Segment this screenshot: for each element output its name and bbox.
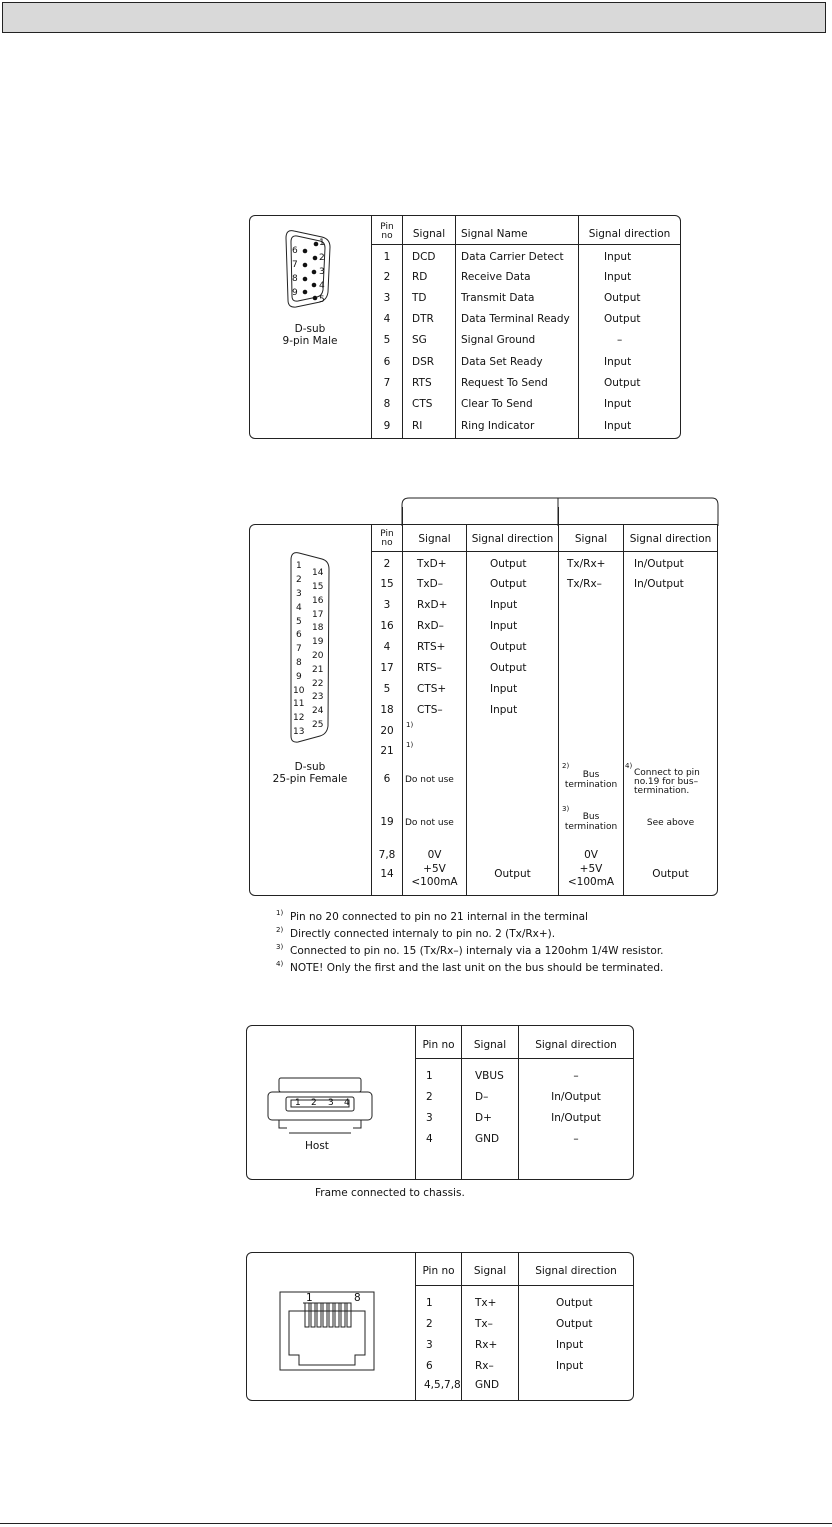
- pin-label: 6: [292, 246, 298, 256]
- rj45-connector-icon: [277, 1289, 377, 1373]
- usb-host-connector-icon: [265, 1075, 375, 1141]
- column-header-direction: Signal direction: [471, 533, 554, 545]
- column-header-direction: Signal direction: [629, 533, 712, 545]
- column-header-pin: Pin: [380, 222, 394, 232]
- dsub-9-connector-icon: [280, 226, 340, 312]
- column-header-signal: Signal: [473, 1039, 507, 1051]
- column-header-pin: Pin no: [422, 1265, 455, 1277]
- connector-label: Host: [305, 1140, 329, 1152]
- pin-label: 4: [319, 281, 325, 291]
- pin-label: 2: [319, 253, 325, 263]
- column-header-pin: no: [381, 231, 393, 241]
- pin-label: 8: [292, 274, 298, 284]
- column-header-signal: Signal: [412, 228, 446, 240]
- pin-label: 9: [292, 288, 298, 298]
- pin-label: 5: [319, 295, 325, 305]
- connector-label: 9-pin Male: [282, 335, 338, 347]
- connector-label: 25-pin Female: [272, 773, 348, 785]
- column-header-signal: Signal: [473, 1265, 507, 1277]
- connector-label: D-sub: [294, 323, 326, 335]
- column-header-pin: Pin no: [422, 1039, 455, 1051]
- column-header-pin: Pin: [380, 529, 394, 539]
- column-header-direction: Signal direction: [535, 1265, 617, 1277]
- pin-label: 7: [292, 260, 298, 270]
- column-header-signal: Signal: [418, 533, 451, 545]
- contact-label: 1: [306, 1292, 313, 1304]
- pin-label: 1: [319, 238, 325, 248]
- page-footer-rule: [0, 1523, 832, 1524]
- column-header-direction: Signal direction: [588, 228, 671, 240]
- dsub-25-connector-icon: [282, 548, 342, 748]
- page-header-bar: [2, 2, 826, 33]
- column-header-signal: Signal: [574, 533, 608, 545]
- usb-note: Frame connected to chassis.: [315, 1187, 465, 1199]
- column-header-direction: Signal direction: [535, 1039, 617, 1051]
- column-header-pin: no: [381, 538, 393, 548]
- contact-label: 8: [354, 1292, 361, 1304]
- pin-label: 3: [319, 267, 325, 277]
- connector-label: D-sub: [294, 761, 326, 773]
- column-header-signal-name: Signal Name: [461, 228, 528, 240]
